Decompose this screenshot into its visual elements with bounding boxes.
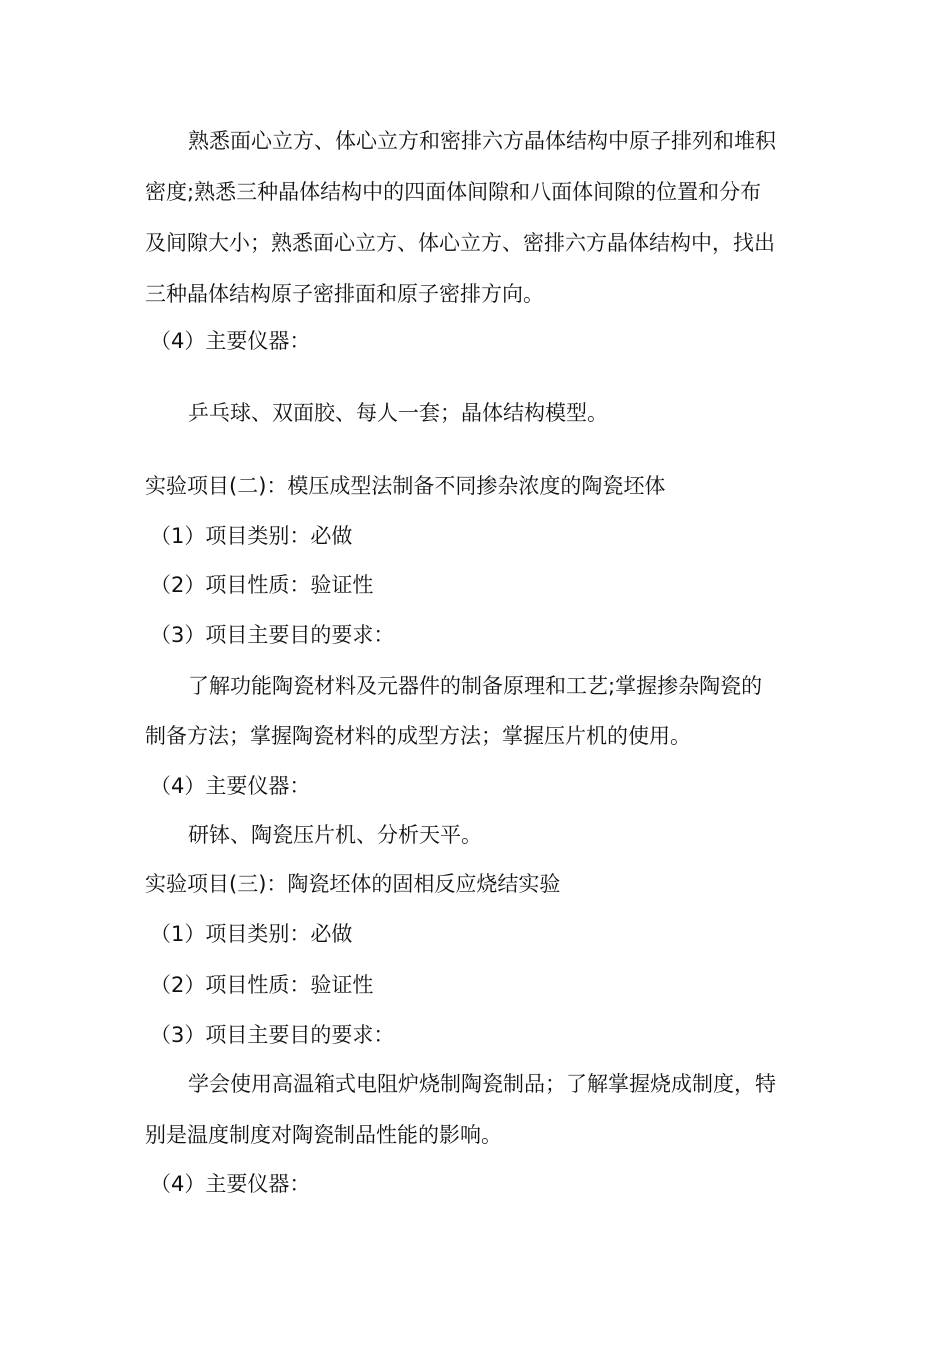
instruments-text: 乒乓球、双面胶、每人一套；晶体结构模型。	[188, 401, 608, 425]
paragraph-line: 密度;熟悉三种晶体结构中的四面体间隙和八面体间隙的位置和分布	[145, 180, 762, 204]
section-title: 实验项目(二)：模压成型法制备不同掺杂浓度的陶瓷坯体	[145, 474, 666, 498]
project-category: （1）项目类别：必做	[150, 524, 353, 548]
paragraph-line: 及间隙大小；熟悉面心立方、体心立方、密排六方晶体结构中，找出	[145, 231, 775, 255]
paragraph-line: 学会使用高温箱式电阻炉烧制陶瓷制品；了解掌握烧成制度，特	[188, 1072, 776, 1096]
section-title: 实验项目(三)：陶瓷坯体的固相反应烧结实验	[145, 872, 561, 896]
paragraph-line: 熟悉面心立方、体心立方和密排六方晶体结构中原子排列和堆积	[188, 129, 776, 153]
purpose-heading: （3）项目主要目的要求：	[150, 1023, 395, 1047]
project-nature: （2）项目性质：验证性	[150, 973, 374, 997]
instruments-heading: （4）主要仪器：	[150, 774, 311, 798]
project-category: （1）项目类别：必做	[150, 922, 353, 946]
purpose-heading: （3）项目主要目的要求：	[150, 623, 395, 647]
instruments-heading: （4）主要仪器：	[150, 329, 311, 353]
project-nature: （2）项目性质：验证性	[150, 573, 374, 597]
instruments-heading: （4）主要仪器：	[150, 1172, 311, 1196]
paragraph-line: 别是温度制度对陶瓷制品性能的影响。	[145, 1123, 502, 1147]
instruments-text: 研钵、陶瓷压片机、分析天平。	[188, 823, 482, 847]
paragraph-line: 制备方法；掌握陶瓷材料的成型方法；掌握压片机的使用。	[145, 724, 691, 748]
paragraph-line: 了解功能陶瓷材料及元器件的制备原理和工艺;掌握掺杂陶瓷的	[188, 674, 763, 698]
paragraph-line: 三种晶体结构原子密排面和原子密排方向。	[145, 282, 544, 306]
